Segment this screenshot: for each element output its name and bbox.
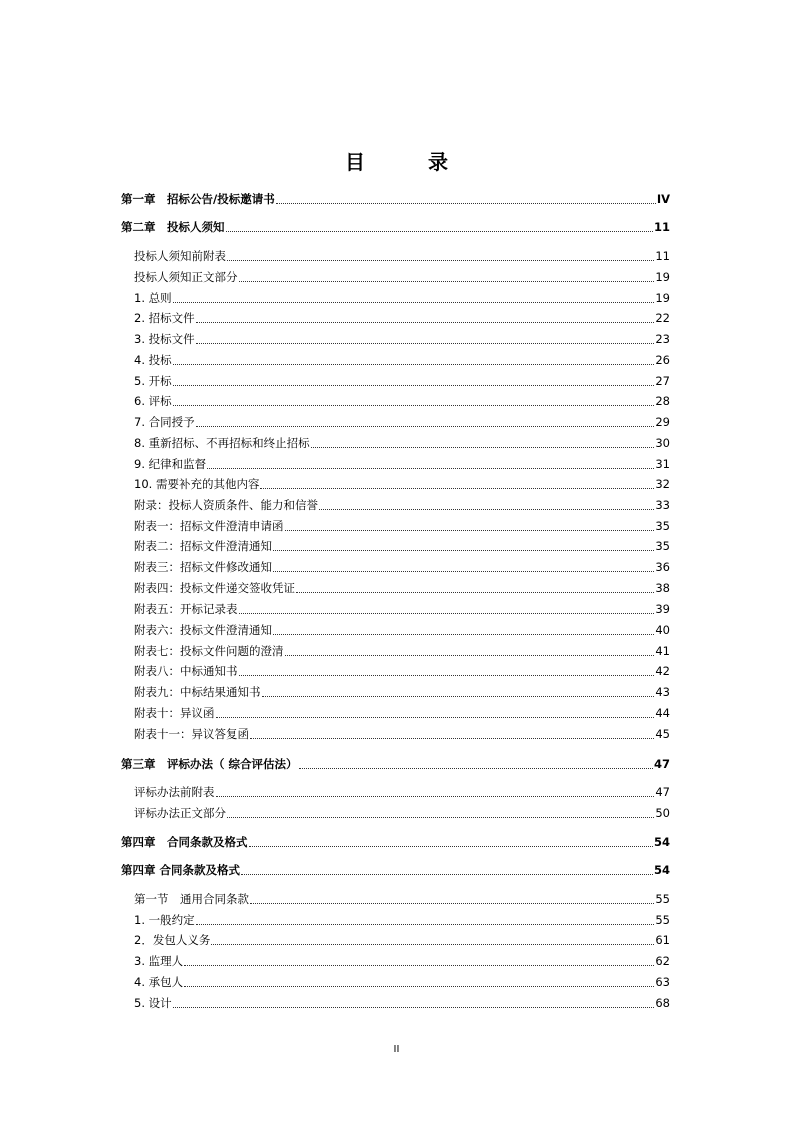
toc-entry-label: 1. 总则 (134, 291, 172, 305)
toc-entry-label: 3. 监理人 (134, 954, 184, 968)
toc-section-entry[interactable] (134, 518, 670, 534)
toc-leader-dots (273, 634, 654, 635)
toc-entry-page: 27 (655, 374, 670, 388)
toc-entry-label: 附表八：中标通知书 (134, 664, 238, 678)
toc-entry-page: 32 (655, 477, 670, 491)
toc-leader-dots (184, 965, 654, 966)
toc-entry-page: 30 (655, 436, 670, 450)
toc-entry-page: 47 (653, 757, 670, 771)
toc-section-entry[interactable] (134, 559, 670, 575)
toc-chapter-entry[interactable] (121, 756, 670, 772)
toc-entry-label: 附录：投标人资质条件、能力和信誉 (134, 498, 318, 512)
toc-entry-page: 50 (655, 806, 670, 820)
toc-entry-page: 55 (655, 913, 670, 927)
toc-section-entry[interactable] (134, 891, 670, 907)
toc-entry-label: 第三章 评标办法（ 综合评估法） (121, 757, 298, 771)
toc-entry-page: 47 (655, 785, 670, 799)
toc-entry-label: 5. 开标 (134, 374, 172, 388)
toc-entry-page: 22 (655, 311, 670, 325)
toc-leader-dots (296, 592, 654, 593)
toc-section-entry[interactable] (134, 497, 670, 513)
toc-entry-label: 4. 承包人 (134, 975, 184, 989)
toc-entry-label: 7. 合同授予 (134, 415, 195, 429)
toc-leader-dots (250, 903, 654, 904)
page-title: 目 录 (345, 150, 476, 174)
toc-entry-page: 38 (655, 581, 670, 595)
toc-leader-dots (241, 874, 653, 875)
toc-entry-page: 19 (655, 291, 670, 305)
toc-chapter-entry[interactable] (121, 219, 670, 235)
toc-leader-dots (227, 817, 654, 818)
toc-entry-label: 附表十一：异议答复函 (134, 727, 249, 741)
toc-entry-page: 35 (655, 539, 670, 553)
toc-section-entry[interactable] (134, 784, 670, 800)
toc-entry-label: 附表四：投标文件递交签收凭证 (134, 581, 295, 595)
toc-leader-dots (273, 550, 654, 551)
toc-entry-page: 45 (655, 727, 670, 741)
toc-entry-label: 4. 投标 (134, 353, 172, 367)
toc-section-entry[interactable] (134, 373, 670, 389)
toc-section-entry[interactable] (134, 248, 670, 264)
toc-leader-dots (319, 509, 654, 510)
toc-leader-dots (285, 530, 655, 531)
toc-entry-label: 第一章 招标公告/投标邀请书 (121, 192, 275, 206)
toc-entry-page: 39 (655, 602, 670, 616)
toc-leader-dots (184, 986, 654, 987)
toc-entry-page: 29 (655, 415, 670, 429)
toc-entry-page: 44 (655, 706, 670, 720)
toc-leader-dots (173, 364, 655, 365)
toc-section-entry[interactable] (134, 393, 670, 409)
toc-entry-label: 8. 重新招标、不再招标和终止招标 (134, 436, 310, 450)
toc-entry-page: 42 (655, 664, 670, 678)
toc-entry-page: 41 (655, 644, 670, 658)
toc-entry-label: 附表十：异议函 (134, 706, 215, 720)
toc-section-entry[interactable] (134, 912, 670, 928)
toc-section-entry[interactable] (134, 538, 670, 554)
toc-leader-dots (311, 447, 655, 448)
toc-entry-label: 6. 评标 (134, 394, 172, 408)
toc-entry-page: 43 (655, 685, 670, 699)
toc-section-entry[interactable] (134, 456, 670, 472)
toc-entry-label: 附表五：开标记录表 (134, 602, 238, 616)
toc-section-entry[interactable] (134, 663, 670, 679)
toc-leader-dots (262, 696, 655, 697)
toc-chapter-entry[interactable] (121, 862, 670, 878)
toc-section-entry[interactable] (134, 995, 670, 1011)
toc-leader-dots (173, 405, 655, 406)
toc-entry-label: 第二章 投标人须知 (121, 220, 225, 234)
toc-entry-label: 投标人须知正文部分 (134, 270, 238, 284)
toc-section-entry[interactable] (134, 290, 670, 306)
toc-leader-dots (260, 488, 654, 489)
toc-section-entry[interactable] (134, 476, 670, 492)
toc-entry-label: 2. 招标文件 (134, 311, 195, 325)
toc-leader-dots (239, 281, 655, 282)
toc-entry-page: 54 (653, 835, 670, 849)
toc-section-entry[interactable] (134, 622, 670, 638)
toc-entry-page: 55 (655, 892, 670, 906)
toc-leader-dots (196, 426, 655, 427)
toc-leader-dots (173, 1007, 655, 1008)
toc-section-entry[interactable] (134, 269, 670, 285)
toc-leader-dots (196, 343, 655, 344)
toc-entry-label: 投标人须知前附表 (134, 249, 226, 263)
toc-entry-page: 11 (653, 220, 670, 234)
toc-section-entry[interactable] (134, 580, 670, 596)
toc-section-entry[interactable] (134, 805, 670, 821)
toc-leader-dots (196, 322, 655, 323)
toc-entry-page: 11 (655, 249, 670, 263)
toc-leader-dots (299, 768, 653, 769)
toc-entry-label: 3. 投标文件 (134, 332, 195, 346)
toc-entry-label: 评标办法正文部分 (134, 806, 226, 820)
toc-chapter-entry[interactable] (121, 191, 670, 207)
toc-leader-dots (276, 203, 656, 204)
toc-section-entry[interactable] (134, 932, 670, 948)
toc-entry-label: 附表六：投标文件澄清通知 (134, 623, 272, 637)
toc-entry-page: IV (656, 192, 670, 206)
toc-leader-dots (239, 675, 655, 676)
toc-entry-page: 68 (655, 996, 670, 1010)
toc-leader-dots (250, 738, 654, 739)
toc-entry-page: 26 (655, 353, 670, 367)
toc-section-entry[interactable] (134, 331, 670, 347)
toc-entry-page: 40 (655, 623, 670, 637)
toc-entry-label: 9. 纪律和监督 (134, 457, 207, 471)
toc-entry-label: 10. 需要补充的其他内容 (134, 477, 260, 491)
toc-leader-dots (216, 717, 655, 718)
page-number: II (393, 1044, 400, 1055)
toc-leader-dots (211, 944, 654, 945)
toc-entry-label: 2．发包人义务 (134, 933, 211, 947)
toc-entry-label: 附表三：招标文件修改通知 (134, 560, 272, 574)
toc-leader-dots (273, 571, 654, 572)
toc-section-entry[interactable] (134, 726, 670, 742)
toc-leader-dots (226, 231, 653, 232)
toc-entry-page: 35 (655, 519, 670, 533)
toc-entry-page: 31 (655, 457, 670, 471)
toc-section-entry[interactable] (134, 352, 670, 368)
toc-entry-page: 33 (655, 498, 670, 512)
toc-leader-dots (196, 924, 655, 925)
toc-entry-page: 23 (655, 332, 670, 346)
toc-entry-page: 62 (655, 954, 670, 968)
toc-entry-label: 第四章 合同条款及格式 (121, 835, 248, 849)
toc-entry-label: 5. 设计 (134, 996, 172, 1010)
toc-leader-dots (173, 302, 655, 303)
toc-entry-page: 63 (655, 975, 670, 989)
toc-leader-dots (227, 260, 654, 261)
toc-entry-label: 第四章 合同条款及格式 (121, 863, 241, 877)
toc-leader-dots (173, 385, 655, 386)
toc-leader-dots (249, 846, 653, 847)
toc-entry-label: 附表九：中标结果通知书 (134, 685, 261, 699)
toc-section-entry[interactable] (134, 310, 670, 326)
toc-entry-label: 评标办法前附表 (134, 785, 215, 799)
toc-entry-label: 附表七：投标文件问题的澄清 (134, 644, 284, 658)
toc-leader-dots (207, 468, 654, 469)
toc-entry-page: 36 (655, 560, 670, 574)
toc-section-entry[interactable] (134, 705, 670, 721)
toc-section-entry[interactable] (134, 414, 670, 430)
toc-chapter-entry[interactable] (121, 834, 670, 850)
toc-leader-dots (285, 655, 655, 656)
toc-entry-page: 61 (655, 933, 670, 947)
toc-section-entry[interactable] (134, 684, 670, 700)
toc-entry-label: 附表一：招标文件澄清申请函 (134, 519, 284, 533)
toc-section-entry[interactable] (134, 643, 670, 659)
toc-leader-dots (239, 613, 655, 614)
toc-section-entry[interactable] (134, 953, 670, 969)
toc-leader-dots (216, 796, 655, 797)
toc-section-entry[interactable] (134, 435, 670, 451)
toc-entry-label: 第一节 通用合同条款 (134, 892, 249, 906)
toc-entry-label: 附表二：招标文件澄清通知 (134, 539, 272, 553)
toc-section-entry[interactable] (134, 974, 670, 990)
toc-entry-page: 19 (655, 270, 670, 284)
toc-entry-page: 28 (655, 394, 670, 408)
toc-entry-label: 1. 一般约定 (134, 913, 195, 927)
toc-entry-page: 54 (653, 863, 670, 877)
toc-section-entry[interactable] (134, 601, 670, 617)
